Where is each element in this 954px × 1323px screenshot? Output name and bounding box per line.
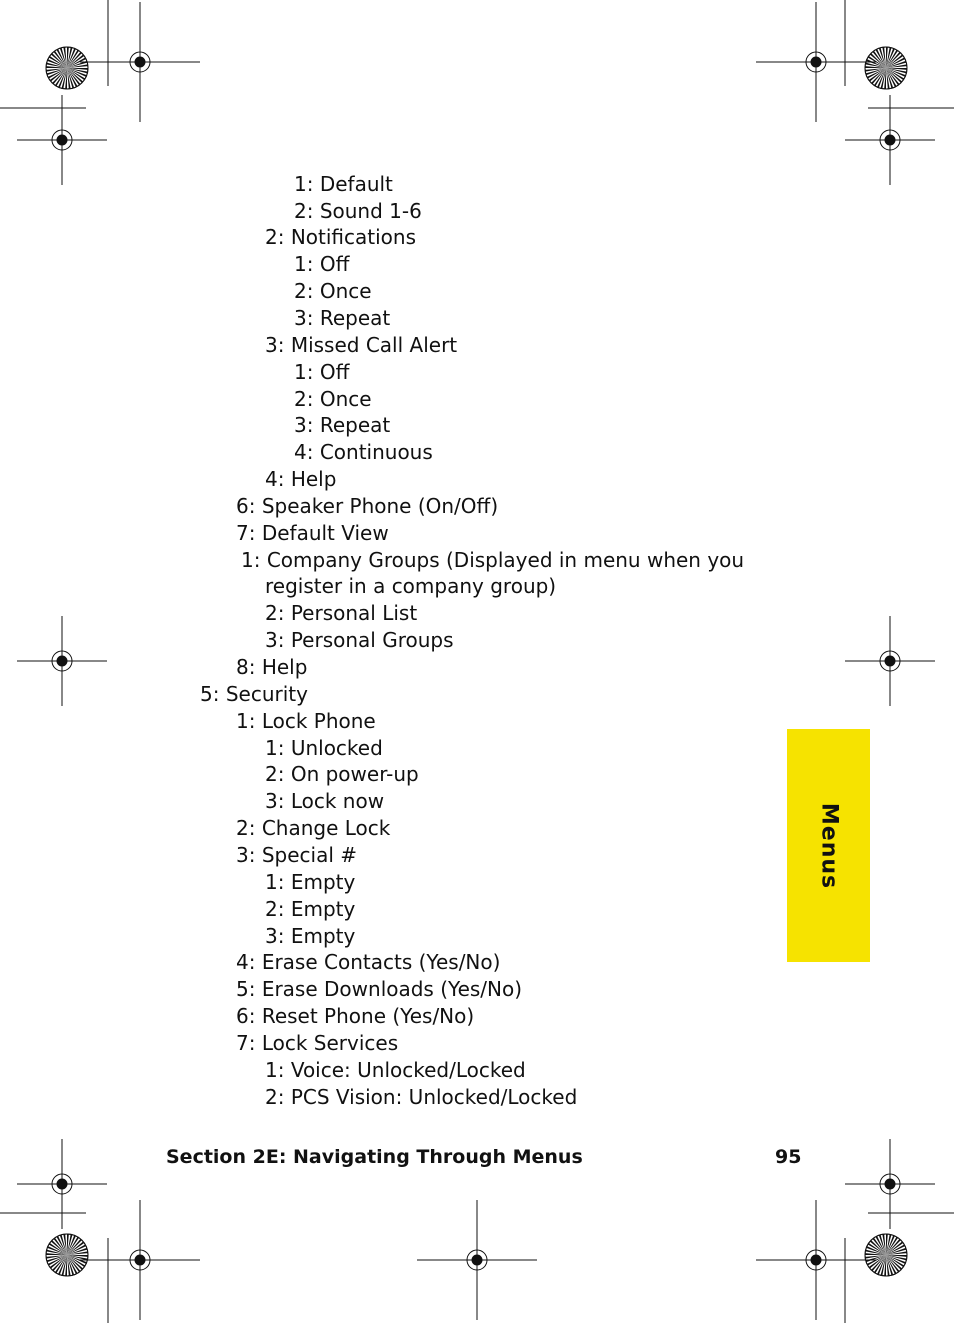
menu-item: 1: Company Groups (Displayed in menu when you register in a company group): [241, 548, 745, 598]
starburst-registration-mark: [46, 47, 88, 89]
menu-item: 2: Sound 1-6: [294, 199, 422, 223]
menu-item: 1: Off: [294, 360, 350, 384]
menu-item: 3: Missed Call Alert: [265, 333, 458, 357]
crosshair-registration-mark: [845, 616, 935, 706]
menu-item: 1: Unlocked: [265, 736, 383, 760]
menu-item: 2: Once: [294, 387, 372, 411]
footer-section-title: Section 2E: Navigating Through Menus: [166, 1146, 583, 1168]
starburst-registration-mark: [46, 1234, 88, 1276]
menu-item: 2: On power-up: [265, 762, 419, 786]
menu-item: 3: Repeat: [294, 413, 391, 437]
menu-item: 7: Lock Services: [236, 1031, 399, 1055]
section-tab-label: Menus: [816, 802, 841, 889]
menu-item: 1: Voice: Unlocked/Locked: [265, 1058, 526, 1082]
starburst-registration-mark: [865, 1234, 907, 1276]
starburst-registration-mark: [865, 47, 907, 89]
menu-item: 1: Empty: [265, 870, 356, 894]
crosshair-registration-mark: [417, 1200, 537, 1320]
crosshair-registration-mark: [845, 1139, 935, 1229]
menu-item: 6: Speaker Phone (On/Off): [236, 494, 499, 518]
menu-item: 3: Repeat: [294, 306, 391, 330]
crosshair-registration-mark: [756, 1200, 876, 1320]
menu-item: 3: Special #: [236, 843, 357, 867]
menu-item: 6: Reset Phone (Yes/No): [236, 1004, 475, 1028]
menu-item: 7: Default View: [236, 521, 389, 545]
menu-item: 1: Off: [294, 252, 350, 276]
menu-item: 3: Lock now: [265, 789, 385, 813]
menu-item: 2: Empty: [265, 897, 356, 921]
menu-item: 4: Continuous: [294, 440, 433, 464]
menu-item: 5: Security: [200, 682, 308, 706]
menu-item: 2: PCS Vision: Unlocked/Locked: [265, 1085, 578, 1109]
menu-item: 2: Notifications: [265, 225, 416, 249]
menu-item: 4: Erase Contacts (Yes/No): [236, 950, 501, 974]
menu-item: 3: Personal Groups: [265, 628, 454, 652]
crosshair-registration-mark: [756, 2, 876, 122]
menu-item: 2: Change Lock: [236, 816, 391, 840]
footer-page-number: 95: [775, 1146, 802, 1168]
menu-item: 2: Personal List: [265, 601, 418, 625]
menu-item: 1: Lock Phone: [236, 709, 376, 733]
menu-item: 2: Once: [294, 279, 372, 303]
menu-item: 8: Help: [236, 655, 308, 679]
menu-item: 1: Default: [294, 172, 393, 196]
crosshair-registration-mark: [17, 1139, 107, 1229]
menu-item: 4: Help: [265, 467, 337, 491]
menu-item: 3: Empty: [265, 924, 356, 948]
menu-item: 5: Erase Downloads (Yes/No): [236, 977, 523, 1001]
crosshair-registration-mark: [80, 2, 200, 122]
crosshair-registration-mark: [17, 616, 107, 706]
crosshair-registration-mark: [80, 1200, 200, 1320]
